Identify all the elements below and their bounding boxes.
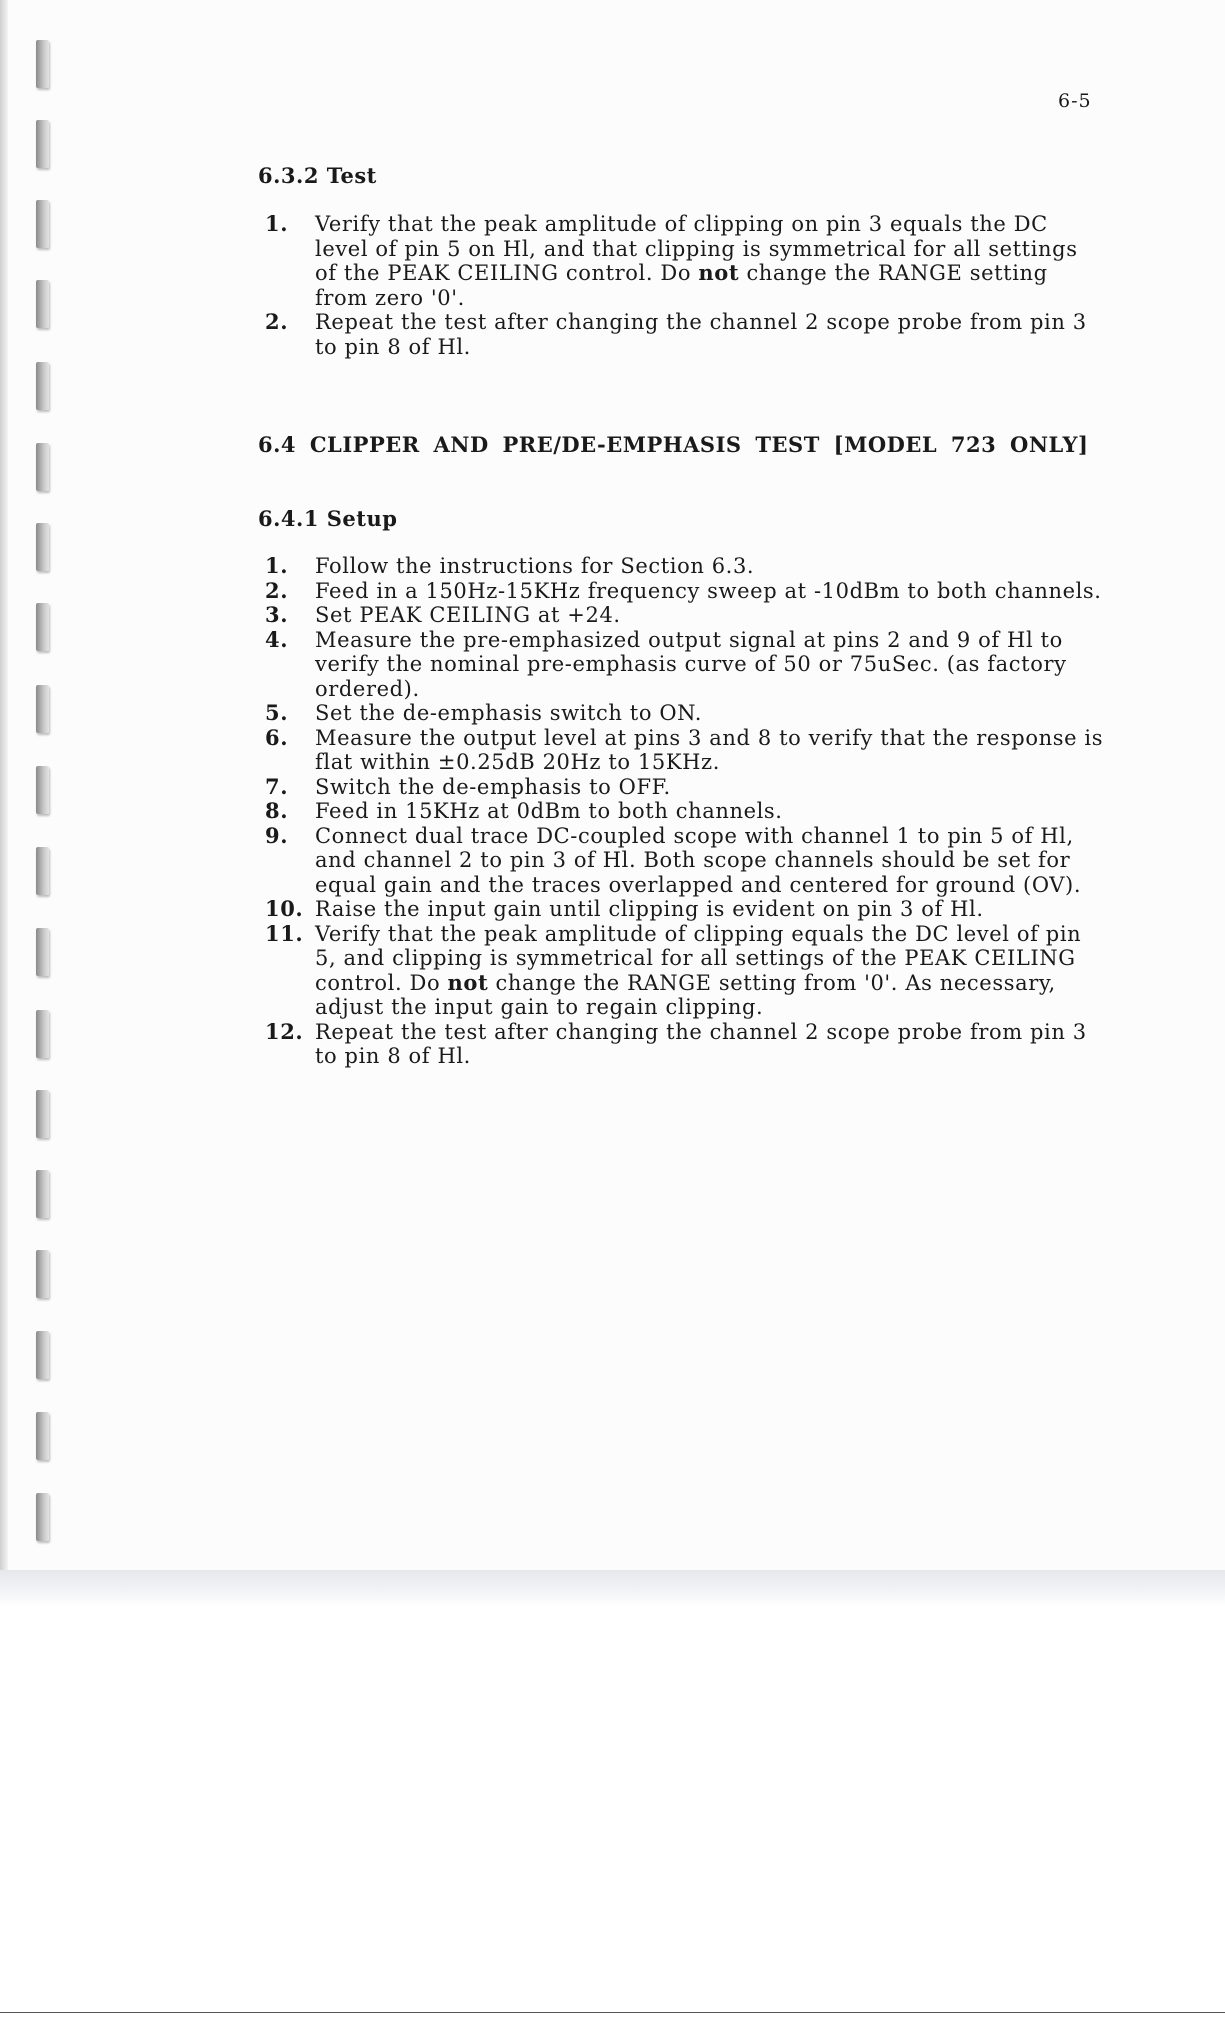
item-number: 10. [265, 896, 304, 921]
item-number: 1. [265, 553, 289, 578]
binding-hole [36, 603, 49, 651]
binding-hole [36, 1090, 49, 1138]
binding-hole [36, 362, 49, 410]
list-item [265, 922, 1105, 1020]
list-item [265, 897, 1105, 922]
item-text: Measure the output level at pins 3 and 8 to verify that the response is flat within ±0.25dB 20Hz to 15KHz. [315, 725, 1104, 774]
list-item [265, 212, 1105, 310]
item-text: Set the de-emphasis switch to ON. [315, 701, 703, 725]
item-number: 4. [265, 626, 289, 652]
binding-hole [36, 1493, 49, 1541]
item-text: Follow the instructions for Section 6.3. [315, 554, 755, 578]
item-number: 6. [265, 724, 289, 750]
page-number: 6-5 [1058, 90, 1092, 112]
item-number: 7. [265, 773, 289, 799]
section-heading-6-3-2: 6.3.2 Test [258, 163, 377, 188]
binding-hole [36, 1331, 49, 1379]
binding-hole [36, 280, 49, 328]
item-text: Repeat the test after changing the channel 2 scope probe from pin 3 to pin 8 of Hl. [315, 310, 1087, 359]
binding-hole [36, 685, 49, 733]
binding-hole [36, 40, 49, 88]
item-text: Repeat the test after changing the channel 2 scope probe from pin 3 to pin 8 of Hl. [315, 1019, 1087, 1068]
binding-hole [36, 766, 49, 814]
scan-bottom-shadow [0, 1570, 1225, 1606]
item-number: 2. [265, 577, 289, 603]
item-text-end: change the RANGE setting from '0'. As necessary, adjust the input gain to regain clipping. [315, 970, 1056, 1019]
item-text: Raise the input gain until clipping is evident on pin 3 of Hl. [315, 897, 984, 921]
section-heading-6-4-1: 6.4.1 Setup [258, 506, 398, 531]
binding-hole [36, 200, 49, 248]
list-item [265, 1020, 1105, 1069]
item-number: 5. [265, 700, 289, 725]
emphasis-not: not [698, 260, 740, 285]
item-text: Switch the de-emphasis to OFF. [315, 774, 671, 799]
list-item [265, 775, 1105, 800]
binding-hole [36, 1412, 49, 1460]
binding-hole [36, 523, 49, 571]
emphasis-not: not [447, 969, 489, 995]
list-item [265, 603, 1105, 628]
binding-hole [36, 1010, 49, 1058]
binding-hole [36, 443, 49, 491]
item-text-end: change the RANGE setting from zero '0'. [315, 261, 1048, 310]
list-item [265, 799, 1105, 824]
test-steps-list [265, 212, 1105, 359]
list-item [265, 579, 1105, 604]
item-text: Measure the pre-emphasized output signal at pins 2 and 9 of Hl to verify the nominal pre-emphasis curve of 50 or 75uSec. (as factory ordered). [315, 627, 1067, 701]
binding-hole [36, 928, 49, 976]
item-number: 9. [265, 822, 289, 848]
setup-steps-list [265, 554, 1105, 1069]
binding-hole [36, 1170, 49, 1218]
item-text [315, 212, 1105, 310]
item-text [315, 922, 1105, 1020]
binding-hole [36, 1250, 49, 1298]
item-number: 1. [265, 211, 289, 236]
binding-hole [36, 120, 49, 168]
section-heading-6-4: 6.4 CLIPPER AND PRE/DE-EMPHASIS TEST [MODEL 723 ONLY] [258, 432, 1089, 457]
list-item [265, 554, 1105, 579]
list-item [265, 726, 1105, 775]
page-left-edge [0, 0, 8, 1580]
item-number: 3. [265, 602, 289, 627]
item-text: Feed in 15KHz at 0dBm to both channels. [315, 799, 783, 823]
item-text-start: Verify that the peak amplitude of clipping on pin 3 equals the DC level of pin 5 on Hl, and that clipping is symmetrical for all settings of the PEAK CEILING control. Do [315, 212, 1078, 285]
item-text: Connect dual trace DC-coupled scope with channel 1 to pin 5 of Hl, and channel 2 to pin 3 of Hl. Both scope channels should be set for equal gain and the traces overlapped and centered for ground (OV). [315, 823, 1082, 897]
list-item [265, 310, 1105, 359]
item-text: Feed in a 150Hz-15KHz frequency sweep at -10dBm to both channels. [315, 578, 1102, 603]
list-item [265, 701, 1105, 726]
item-number: 8. [265, 798, 289, 823]
item-text-start: Verify that the peak amplitude of clipping equals the DC level of pin 5, and clipping is symmetrical for all settings of the PEAK CEILING control. Do [315, 921, 1082, 995]
item-text: Set PEAK CEILING at +24. [315, 603, 621, 627]
bottom-edge-line [0, 2012, 1225, 2013]
item-number: 11. [265, 920, 304, 946]
binding-hole [36, 847, 49, 895]
list-item [265, 628, 1105, 702]
item-number: 2. [265, 309, 289, 334]
item-number: 12. [265, 1018, 304, 1044]
list-item [265, 824, 1105, 898]
